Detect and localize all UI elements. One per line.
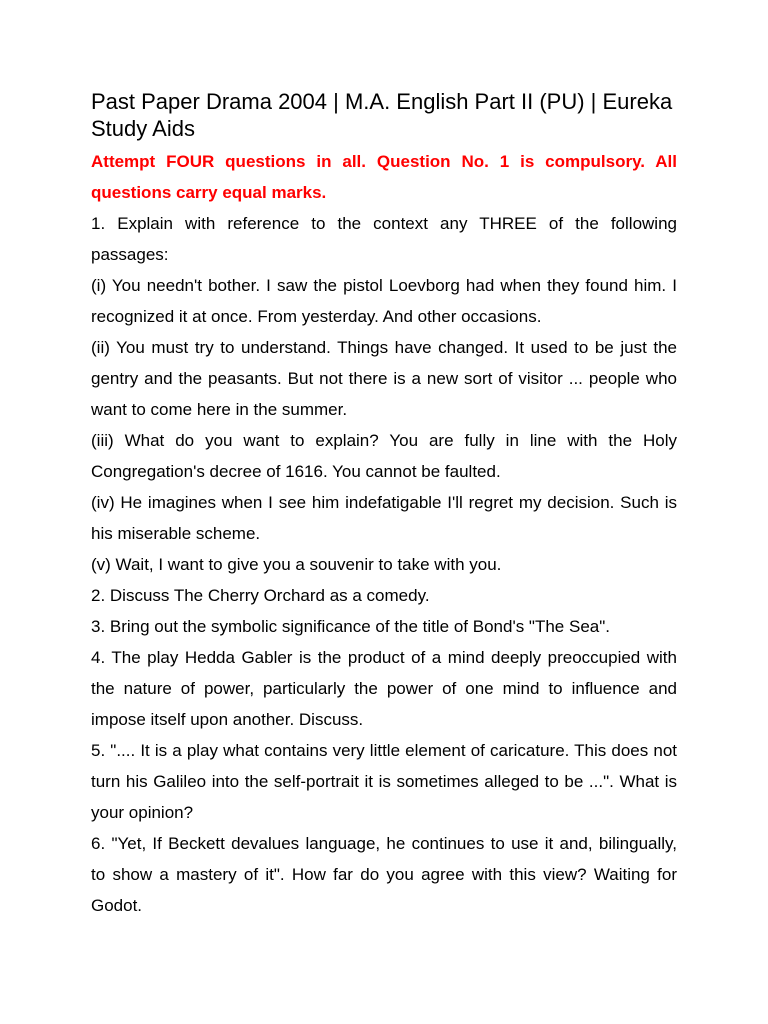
passage-v: (v) Wait, I want to give you a souvenir to take with you. <box>91 555 502 574</box>
question-5: 5. ".... It is a play what contains very little element of caricature. This does not turn his Galileo into the self-portrait it is sometimes alleged to be ...". What is your opinion? <box>91 741 677 822</box>
question-2: 2. Discuss The Cherry Orchard as a comedy. <box>91 586 430 605</box>
document-page <box>91 88 677 921</box>
question-4: 4. The play Hedda Gabler is the product of a mind deeply preoccupied with the nature of power, particularly the power of one mind to influence and impose itself upon another. Discuss. <box>91 648 677 729</box>
question-1: 1. Explain with reference to the context any THREE of the following passages: <box>91 214 677 264</box>
passage-i: (i) You needn't bother. I saw the pistol Loevborg had when they found him. I recognized it at once. From yesterday. And other occasions. <box>91 276 677 326</box>
exam-instructions: Attempt FOUR questions in all. Question No. 1 is compulsory. All questions carry equal marks. <box>91 152 677 202</box>
passage-ii: (ii) You must try to understand. Things have changed. It used to be just the gentry and the peasants. But not there is a new sort of visitor ... people who want to come here in the summer. <box>91 338 677 419</box>
question-6: 6. "Yet, If Beckett devalues language, he continues to use it and, bilingually, to show a mastery of it". How far do you agree with this view? Waiting for Godot. <box>91 834 677 915</box>
passage-iii: (iii) What do you want to explain? You are fully in line with the Holy Congregation's decree of 1616. You cannot be faulted. <box>91 431 677 481</box>
document-title: Past Paper Drama 2004 | M.A. English Part II (PU) | Eureka Study Aids <box>91 89 673 141</box>
passage-iv: (iv) He imagines when I see him indefatigable I'll regret my decision. Such is his miserable scheme. <box>91 493 677 543</box>
question-3: 3. Bring out the symbolic significance of the title of Bond's "The Sea". <box>91 617 610 636</box>
